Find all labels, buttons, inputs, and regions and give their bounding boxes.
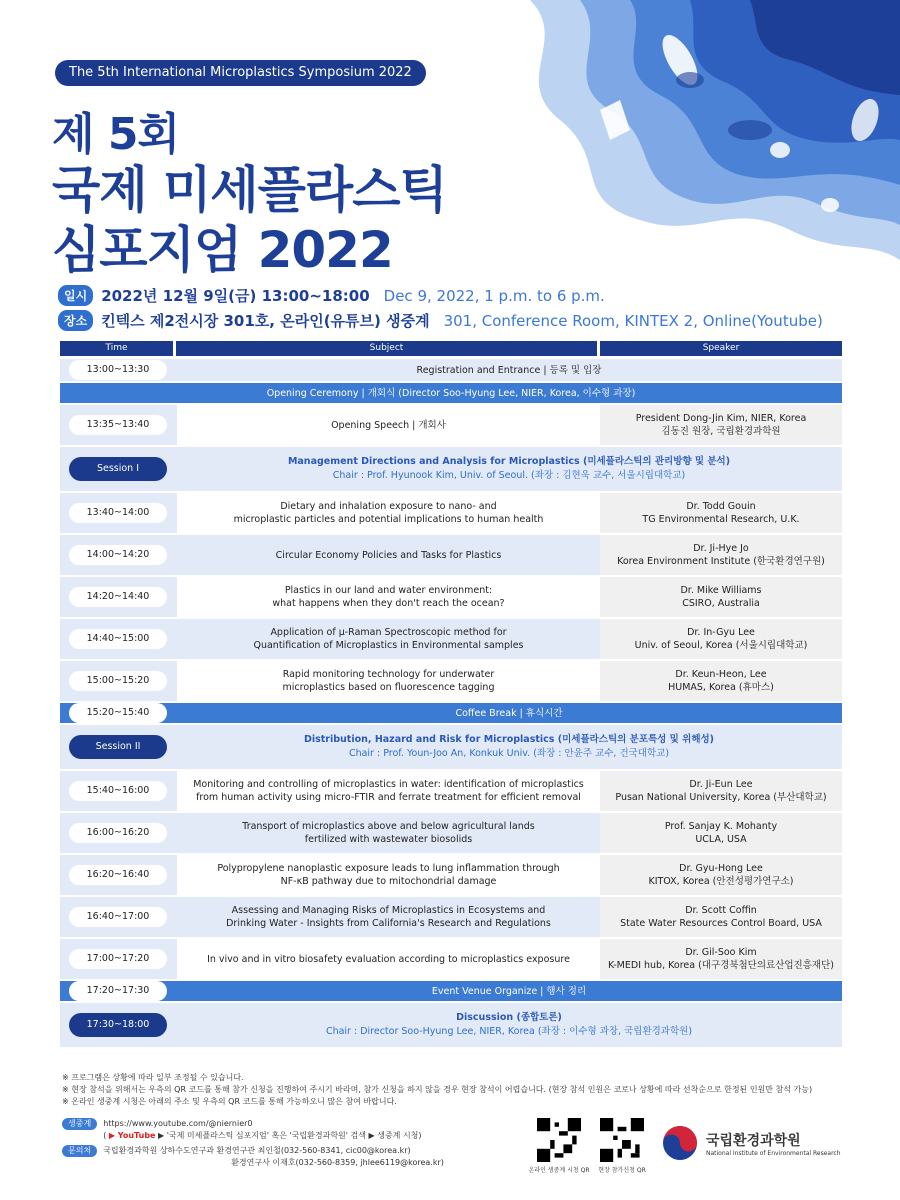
subject-cell: Application of μ-Raman Spectroscopic method for Quantification of Microplastics in Environmental samples [176, 619, 600, 659]
table-row [60, 813, 842, 855]
nier-logo [662, 1125, 841, 1161]
date-tag: 일시 [58, 285, 93, 306]
note-2: ※ 현장 참석을 위해서는 우측의 QR 코드를 통해 참가 신청을 진행하여 주시기 바라며, 참가 신청을 하지 않을 경우 현장 참석이 어렵습니다. (현장 참석 인원은 코로나 상황에 따라 선착순으로 한정된 인원만 참석 가능) [62, 1085, 813, 1094]
speaker-cell: Dr. Todd Gouin TG Environmental Research, U.K. [600, 493, 842, 533]
opening-ceremony-text: Opening Ceremony | 개회식 (Director Soo-Hyung Lee, NIER, Korea, 이수형 과장) [266, 387, 636, 399]
time-pill: 13:00~13:30 [69, 360, 167, 380]
qr-onsite-label: 현장 참가신청 QR [598, 1167, 646, 1174]
note-1: ※ 프로그램은 상황에 따라 일부 조정될 수 있습니다. [62, 1073, 244, 1082]
time-pill: 13:40~14:00 [69, 503, 167, 523]
symposium-label: The 5th International Microplastics Symposium 2022 [55, 60, 426, 86]
contact-info: 생중계 https://www.youtube.com/@niernier0 ( ▶ YouTube ▶ '국제 미세플라스틱 심포지엄' 혹은 '국립환경과학원' 검색 ▶ 생중계 시청) 문의처 국립환경과학원 상하수도연구과 환경연구관 최인철(032-560-8341, cic00@korea.kr) 환경연구사 이재호(032-560-8359, jhlee6119@korea.kr) [62, 1118, 444, 1172]
speaker-cell: Dr. Gyu-Hong Lee KITOX, Korea (안전성평가연구소) [600, 855, 842, 895]
table-row [60, 619, 842, 661]
speaker-cell: Dr. Ji-Eun Lee Pusan National University, Korea (부산대학교) [600, 771, 842, 811]
note-3: ※ 온라인 생중계 시청은 아래의 주소 및 우측의 QR 코드를 통해 가능하오니 많은 참여 바랍니다. [62, 1097, 397, 1106]
session-1-row [60, 447, 842, 493]
time-pill: 14:40~15:00 [69, 629, 167, 649]
program-table [60, 341, 842, 1049]
subject-cell: In vivo and in vitro biosafety evaluation according to microplastics exposure [176, 939, 600, 979]
inquiry-line-2: 환경연구사 이재호(032-560-8359, jhlee6119@korea.kr) [231, 1158, 444, 1167]
time-pill: 17:00~17:20 [69, 949, 167, 969]
title-line-1: 제 5회 [52, 109, 179, 160]
discussion-row [60, 1003, 842, 1049]
subject-cell: Circular Economy Policies and Tasks for Plastics [176, 535, 600, 575]
speaker-cell: Dr. Gil-Soo Kim K-MEDI hub, Korea (대구경북첨단의료산업진흥재단) [600, 939, 842, 979]
table-row [60, 493, 842, 535]
time-pill: 14:20~14:40 [69, 587, 167, 607]
inquiry-tag: 문의처 [62, 1145, 97, 1157]
subject-cell: Assessing and Managing Risks of Microplastics in Ecosystems and Drinking Water - Insights from California's Research and Regulations [176, 897, 600, 937]
discussion-title: Discussion (종합토론) [456, 1012, 562, 1023]
subject-cell: Monitoring and controlling of microplastics in water: identification of microplastics from human activity using micro-FTIR and ferrate treatment for efficient removal [176, 771, 600, 811]
subject-cell: Opening Speech | 개회사 [176, 405, 600, 445]
subject-cell: Rapid monitoring technology for underwater microplastics based on fluorescence tagging [176, 661, 600, 701]
registration-row [60, 359, 842, 383]
registration-text: Registration and Entrance | 등록 및 입장 [416, 364, 602, 376]
session-1-pill: Session I [69, 457, 167, 481]
speaker-cell: Dr. Ji-Hye Jo Korea Environment Institute (한국환경연구원) [600, 535, 842, 575]
session-2-row [60, 725, 842, 771]
table-row [60, 577, 842, 619]
table-row [60, 535, 842, 577]
header-speaker: Speaker [600, 341, 842, 356]
title-line-2: 국제 미세플라스틱 [52, 161, 447, 219]
subject-cell: Transport of microplastics above and below agricultural lands fertilized with wastewater biosolids [176, 813, 600, 853]
subject-cell: Plastics in our land and water environment: what happens when they don't reach the ocean? [176, 577, 600, 617]
stream-url[interactable]: https://www.youtube.com/@niernier0 [103, 1119, 253, 1128]
coffee-break-text: Coffee Break | 휴식시간 [455, 707, 563, 719]
speaker-cell: Dr. In-Gyu Lee Univ. of Seoul, Korea (서울시립대학교) [600, 619, 842, 659]
speaker-cell: Dr. Scott Coffin State Water Resources Control Board, USA [600, 897, 842, 937]
place-en: 301, Conference Room, KINTEX 2, Online(Youtube) [443, 311, 823, 330]
header-subject: Subject [176, 341, 597, 356]
speaker-cell: Dr. Mike Williams CSIRO, Australia [600, 577, 842, 617]
place-ko: 킨텍스 제2전시장 301호, 온라인(유튜브) 생중계 [101, 312, 430, 330]
stream-search: ▶ '국제 미세플라스틱 심포지엄' 혹은 '국립환경과학원' 검색 ▶ 생중계 시청) [158, 1131, 422, 1140]
subject-cell: Dietary and inhalation exposure to nano- and microplastic particles and potential implications to human health [176, 493, 600, 533]
time-pill: 16:20~16:40 [69, 865, 167, 885]
stream-tag: 생중계 [62, 1118, 97, 1130]
speaker-cell: Prof. Sanjay K. Mohanty UCLA, USA [600, 813, 842, 853]
table-row [60, 897, 842, 939]
notes [62, 1072, 812, 1108]
date-ko: 2022년 12월 9일(금) 13:00~18:00 [101, 287, 370, 305]
table-row [60, 855, 842, 897]
logo-en: National Institute of Environmental Research [706, 1149, 841, 1157]
table-row [60, 405, 842, 447]
time-pill: 16:00~16:20 [69, 823, 167, 843]
place-info [58, 310, 823, 331]
table-row [60, 771, 842, 813]
time-pill: 15:20~15:40 [69, 703, 167, 723]
speaker-cell: President Dong-Jin Kim, NIER, Korea 김동진 원장, 국립환경과학원 [600, 405, 842, 445]
table-row [60, 939, 842, 981]
youtube-icon: ▶ YouTube [108, 1131, 156, 1140]
logo-ko: 국립환경과학원 [706, 1132, 801, 1149]
speaker-cell: Dr. Keun-Heon, Lee HUMAS, Korea (휴마스) [600, 661, 842, 701]
time-pill: 13:35~13:40 [69, 415, 167, 435]
time-pill: 15:40~16:00 [69, 781, 167, 801]
time-pill: 14:00~14:20 [69, 545, 167, 565]
venue-organize-row [60, 981, 842, 1003]
opening-ceremony-row [60, 383, 842, 405]
qr-code-online[interactable] [537, 1118, 581, 1162]
place-tag: 장소 [58, 310, 93, 331]
venue-organize-text: Event Venue Organize | 행사 정리 [431, 985, 587, 997]
time-pill: 15:00~15:20 [69, 671, 167, 691]
session-1-title: Management Directions and Analysis for Microplastics (미세플라스틱의 관리방향 및 분석) [287, 456, 731, 467]
discussion-pill: 17:30~18:00 [69, 1013, 167, 1037]
table-row [60, 661, 842, 703]
session-1-chair: Chair : Prof. Hyunook Kim, Univ. of Seoul. (좌장 : 김현욱 교수, 서울시립대학교) [332, 470, 686, 481]
session-2-chair: Chair : Prof. Youn-Joo An, Konkuk Univ. (좌장 : 안윤주 교수, 건국대학교) [348, 748, 670, 759]
time-pill: 16:40~17:00 [69, 907, 167, 927]
discussion-chair: Chair : Director Soo-Hyung Lee, NIER, Korea (좌장 : 이수형 과장, 국립환경과학원) [325, 1026, 693, 1037]
subject-cell: Polypropylene nanoplastic exposure leads to lung inflammation through NF-κB pathway due to mitochondrial damage [176, 855, 600, 895]
taegeuk-icon [662, 1125, 698, 1161]
date-en: Dec 9, 2022, 1 p.m. to 6 p.m. [383, 286, 605, 305]
date-info [58, 285, 605, 306]
time-pill: 17:20~17:30 [69, 981, 167, 1001]
inquiry-line-1: 국립환경과학원 상하수도연구과 환경연구관 최인철(032-560-8341, cic00@korea.kr) [103, 1146, 411, 1155]
session-2-pill: Session II [69, 735, 167, 759]
session-2-title: Distribution, Hazard and Risk for Microplastics (미세플라스틱의 분포특성 및 위해성) [303, 734, 715, 745]
coffee-break-row [60, 703, 842, 725]
header-time: Time [60, 341, 173, 356]
table-header [60, 341, 842, 356]
ocean-illustration [470, 0, 900, 290]
title-line-3: 심포지엄 2022 [52, 221, 393, 279]
qr-online-label: 온라인 생중계 시청 QR [528, 1167, 590, 1174]
qr-code-onsite[interactable] [600, 1118, 644, 1162]
